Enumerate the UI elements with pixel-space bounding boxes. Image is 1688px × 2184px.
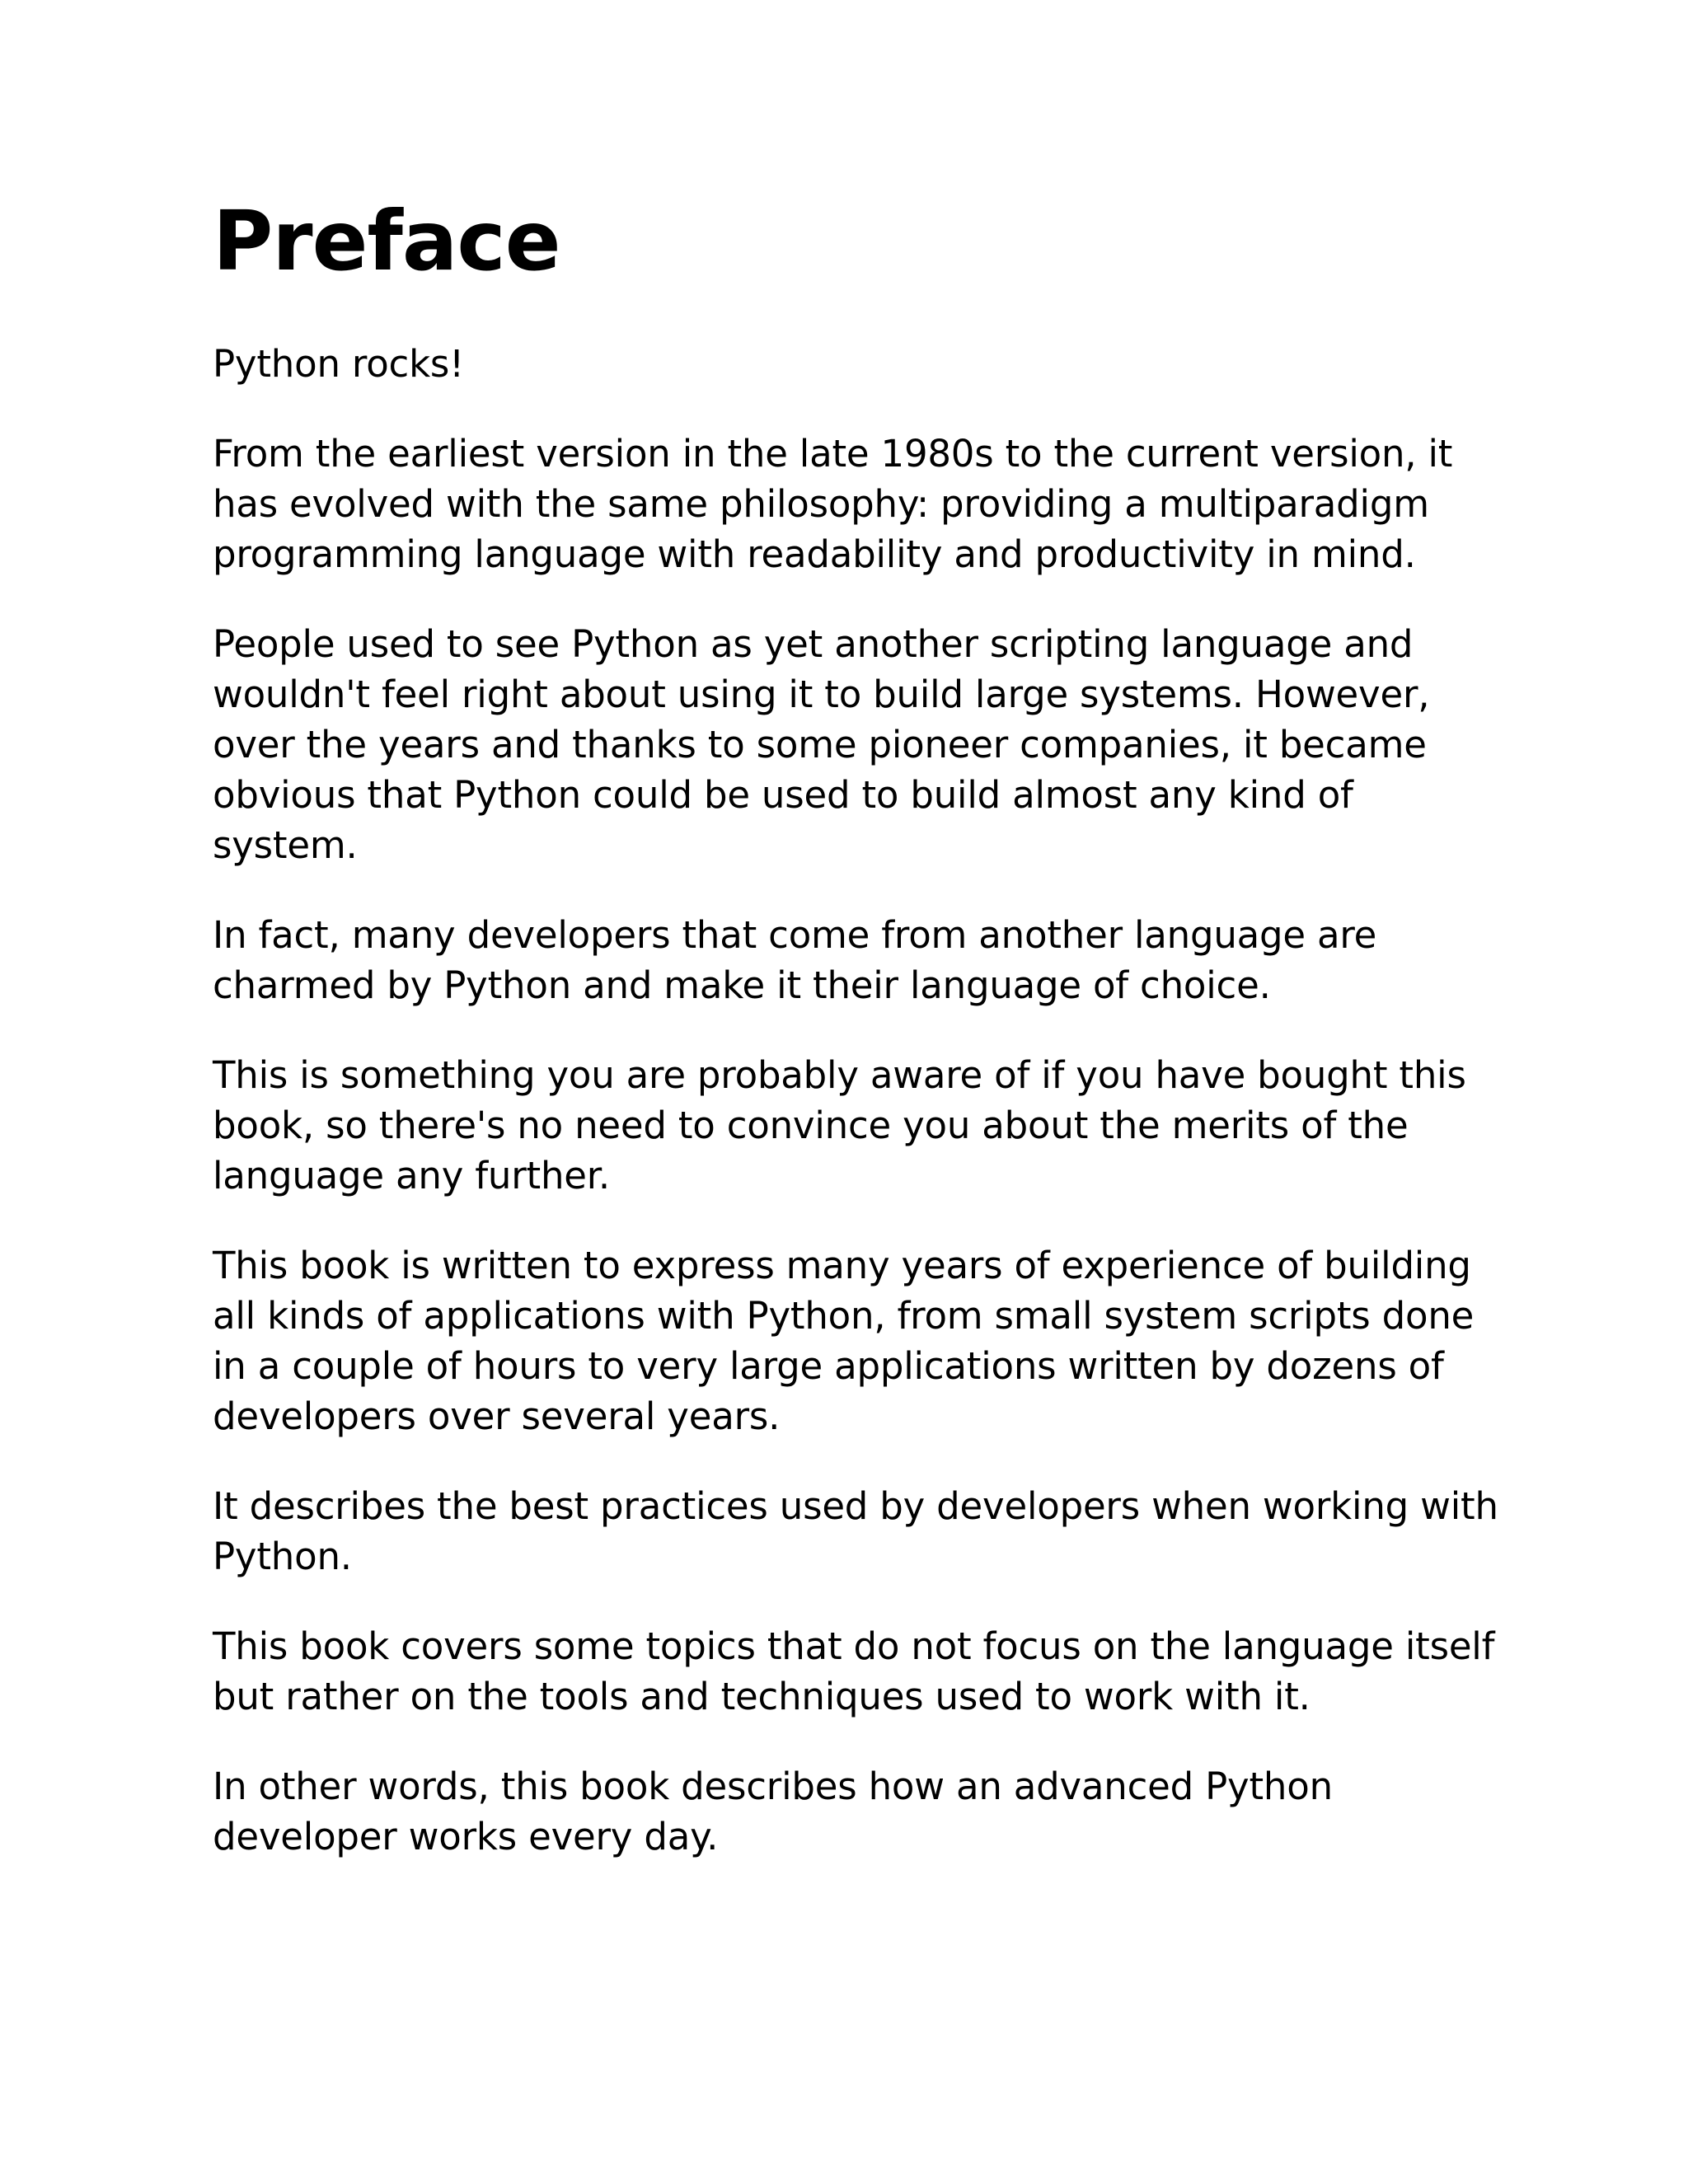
paragraph-perception: People used to see Python as yet another scripting language and wouldn't feel right about using it to build large systems. However, over the years and thanks to some pioneer companies, it became obvious that Python could be used to build almost any kind of system. bbox=[213, 622, 1430, 867]
paragraph-reader-awareness: This is something you are probably aware of if you have bought this book, so there's no need to convince you about the merits of the language any further. bbox=[213, 1053, 1466, 1197]
paragraph-best-practices: It describes the best practices used by developers when working with Python. bbox=[213, 1484, 1498, 1578]
paragraph-summary: In other words, this book describes how an advanced Python developer works every day. bbox=[213, 1765, 1333, 1858]
paragraph-adoption: In fact, many developers that come from another language are charmed by Python and make it their language of choice. bbox=[213, 913, 1377, 1007]
paragraph-experience: This book is written to express many years of experience of building all kinds of applications with Python, from small system scripts done in a couple of hours to very large applications written by dozens of developers over several years. bbox=[213, 1244, 1475, 1438]
page-title: Preface bbox=[213, 193, 560, 289]
paragraph-intro: Python rocks! bbox=[213, 342, 465, 386]
paragraph-history: From the earliest version in the late 1980s to the current version, it has evolved with the same philosophy: providing a multiparadigm programming language with readability and productivity in mind. bbox=[213, 432, 1453, 576]
paragraph-tools-topics: This book covers some topics that do not focus on the language itself but rather on the tools and techniques used to work with it. bbox=[213, 1624, 1495, 1718]
preface-content bbox=[213, 193, 1498, 1901]
